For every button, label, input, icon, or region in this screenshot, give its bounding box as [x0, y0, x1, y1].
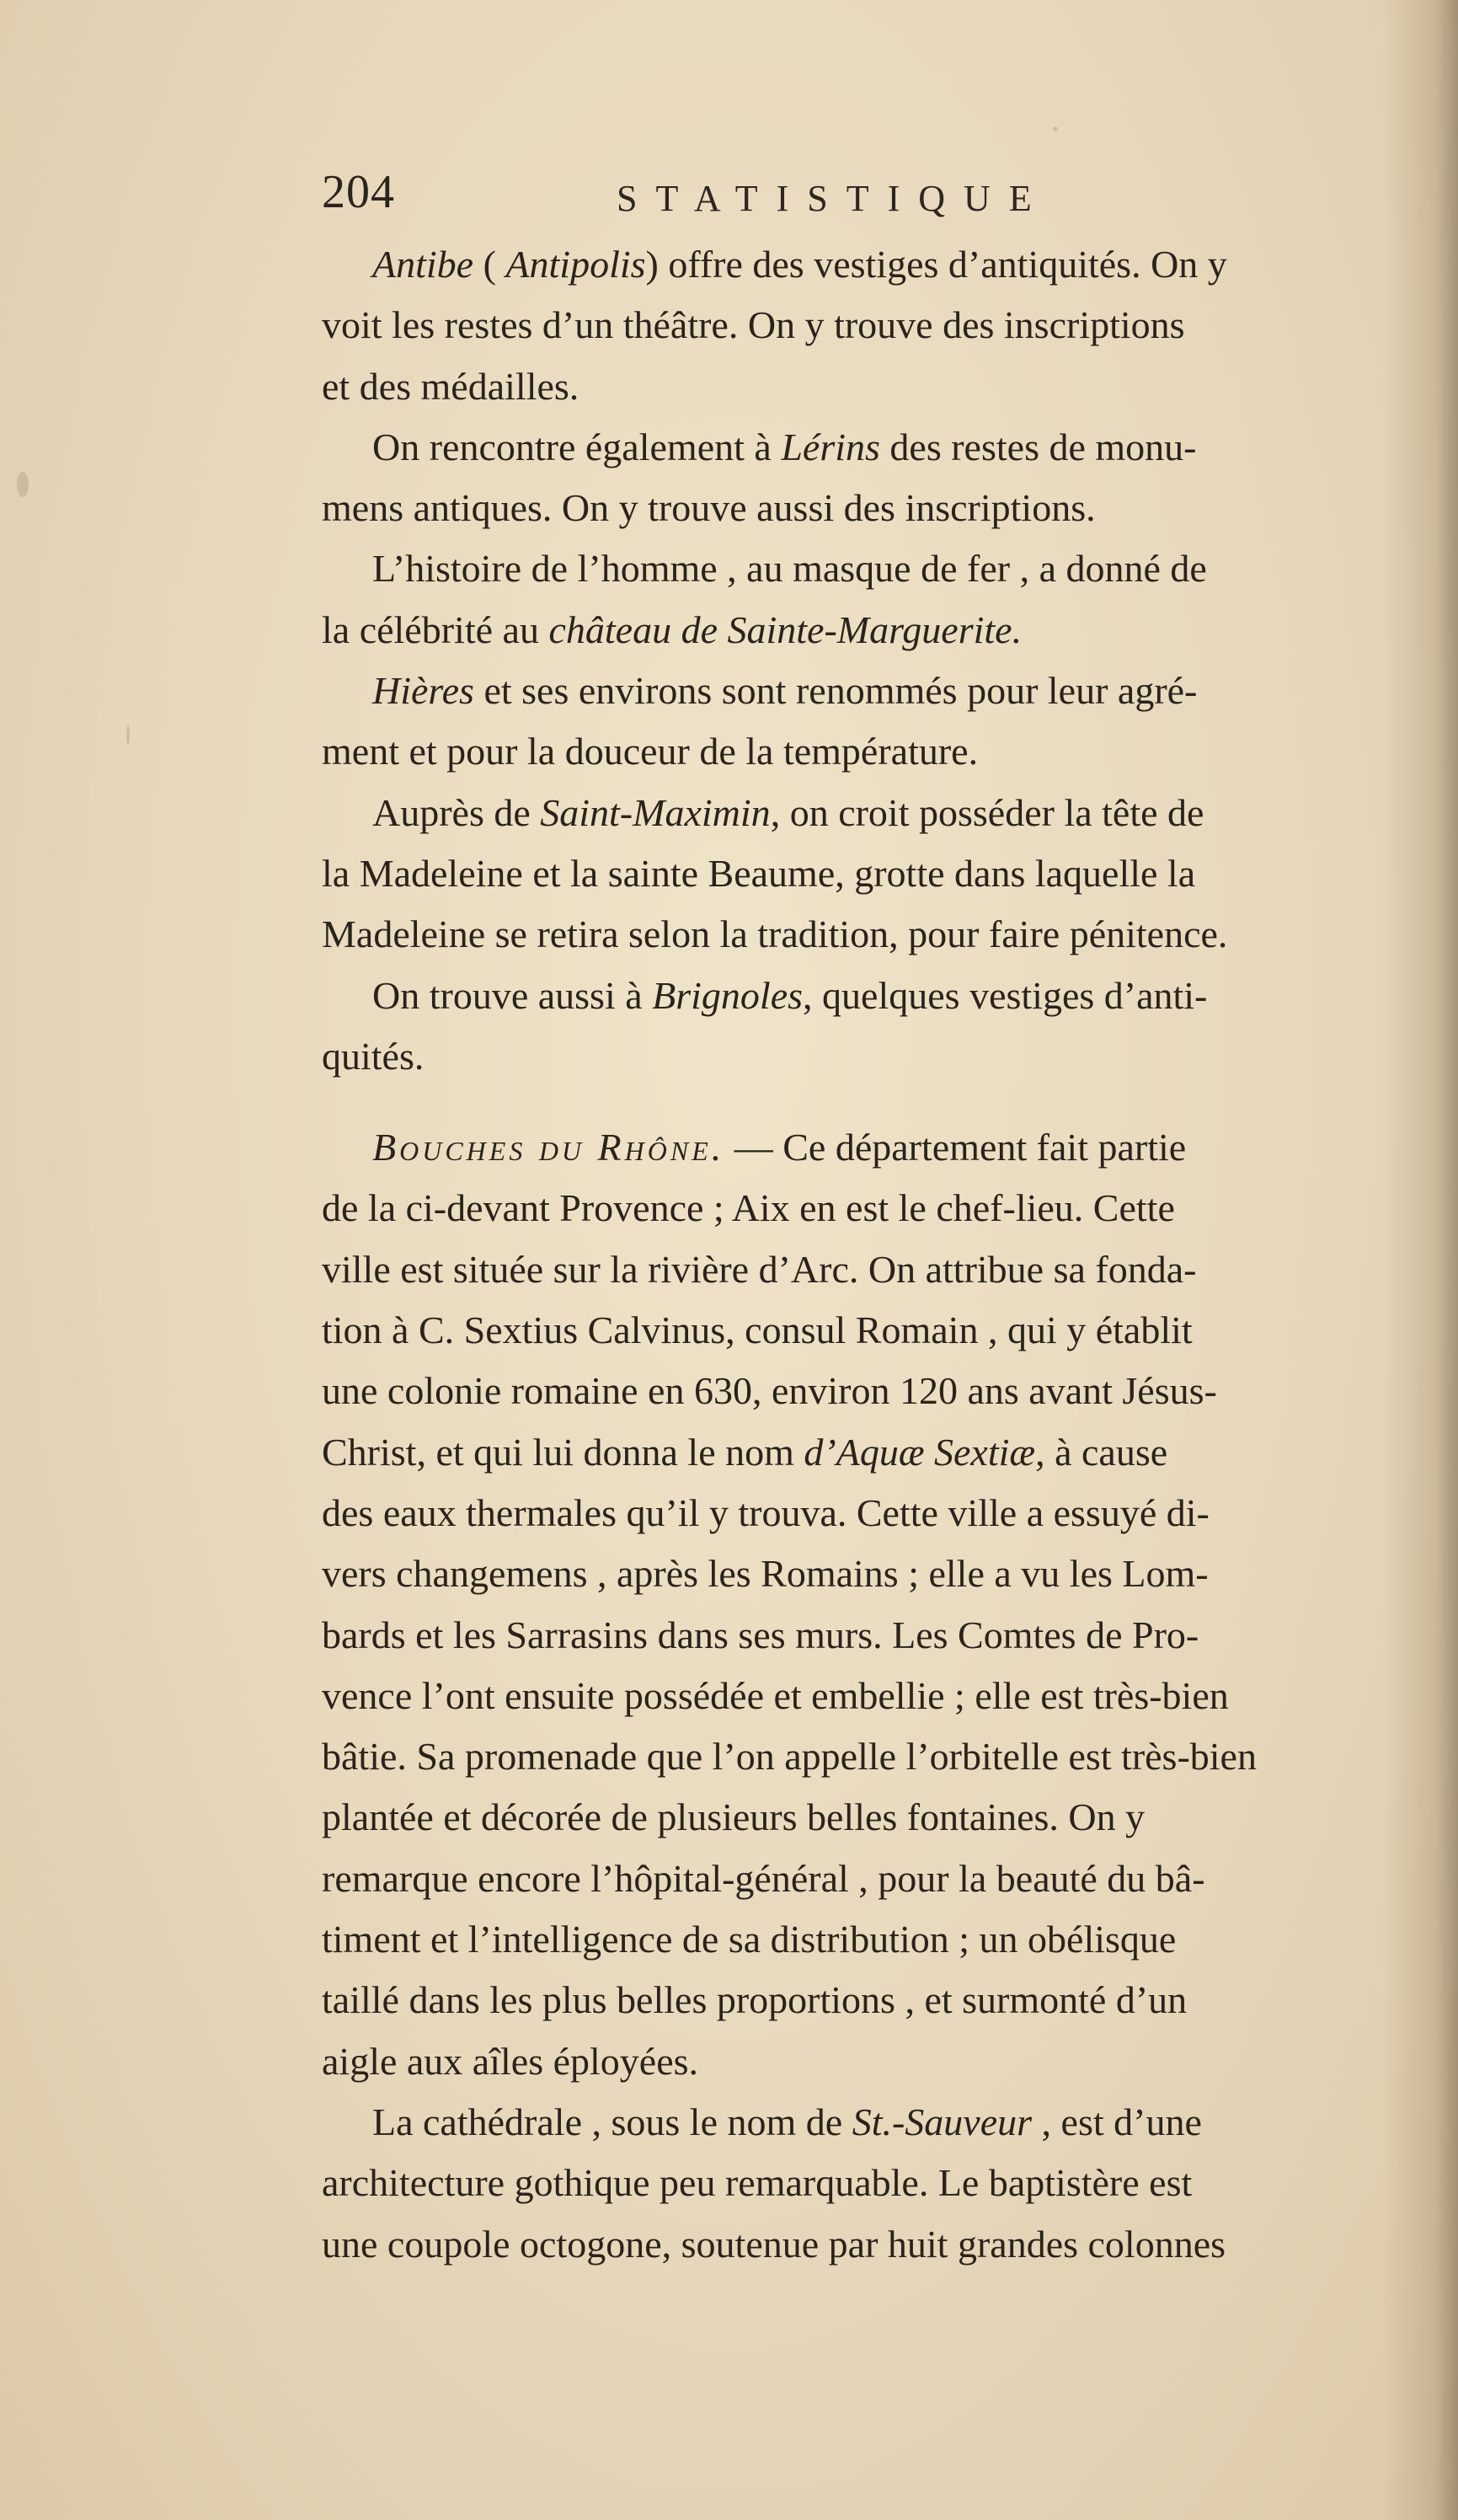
text-run: architecture gothique peu remarquable. Le baptistère est: [322, 2161, 1193, 2205]
text-line: [322, 600, 1408, 661]
italic-term: Brignoles: [652, 973, 804, 1017]
text-line: [322, 1178, 1408, 1239]
text-run: Auprès de: [372, 790, 541, 834]
text-run: La cathédrale , sous le nom de: [372, 2100, 852, 2143]
text-line: [322, 538, 1408, 599]
italic-term: Saint-Maximin: [540, 790, 771, 834]
paragraph-saint-maximin: [322, 783, 1408, 966]
paragraph-brignoles: [322, 966, 1408, 1088]
text-run: de la ci-devant Provence ; Aix en est le chef-lieu. Cette: [322, 1186, 1175, 1230]
text-run: la Madeleine et la sainte Beaume, grotte dans laquelle la: [322, 851, 1196, 895]
text-line: [322, 295, 1408, 356]
text-run: (: [473, 243, 506, 286]
text-line: [322, 356, 1408, 417]
text-line: [322, 721, 1408, 782]
text-run: timent et l’intelligence de sa distribution ; un obélisque: [322, 1918, 1177, 1961]
text-run: — Ce département fait partie: [724, 1126, 1187, 1169]
running-title: STATISTIQUE: [617, 178, 1050, 219]
text-line: [322, 661, 1408, 721]
text-run: et des médailles.: [322, 364, 579, 408]
paragraph-bouches-du-rhone: [322, 1117, 1408, 2092]
text-line: [322, 2214, 1408, 2275]
text-line: [322, 1726, 1408, 1787]
text-line: [322, 417, 1408, 478]
paper-speck: [1053, 126, 1058, 131]
text-line: [322, 1300, 1408, 1361]
text-run: une colonie romaine en 630, environ 120 ans avant Jésus-: [322, 1369, 1217, 1413]
text-line: [322, 234, 1408, 295]
text-line: [322, 1970, 1408, 2030]
text-run: , quelques vestiges d’anti-: [803, 973, 1208, 1017]
text-run: , à cause: [1035, 1430, 1168, 1474]
text-line: [322, 904, 1408, 965]
paragraph-lerins: [322, 417, 1408, 539]
text-line: [322, 1026, 1408, 1087]
italic-term: St.-Sauveur: [852, 2100, 1033, 2143]
paragraph-gap: [322, 1087, 1408, 1117]
text-line: [322, 1849, 1408, 1909]
text-run: On rencontre également à: [372, 425, 782, 468]
page-number: 204: [322, 166, 395, 218]
text-run: taillé dans les plus belles proportions , et surmonté d’un: [322, 1978, 1188, 2022]
text-line: [322, 843, 1408, 904]
text-run: plantée et décorée de plusieurs belles fontaines. On y: [322, 1795, 1146, 1839]
text-run: On trouve aussi à: [372, 973, 653, 1017]
paragraph-hieres: [322, 661, 1408, 783]
italic-term: d’Aquæ Sextiæ: [804, 1430, 1036, 1474]
paragraph-cathedrale: [322, 2092, 1408, 2275]
italic-term: Antipolis: [505, 243, 646, 286]
text-line: [322, 1787, 1408, 1848]
text-line: [322, 1666, 1408, 1726]
text-line: [322, 2092, 1408, 2153]
italic-term: Lérins: [781, 425, 880, 468]
text-run: des restes de monu-: [879, 425, 1197, 468]
text-run: quités.: [322, 1034, 425, 1078]
text-run: Christ, et qui lui donna le nom: [322, 1430, 804, 1474]
text-line: [322, 2031, 1408, 2092]
body-text: [322, 234, 1408, 2275]
paper-speck: [126, 725, 130, 745]
text-run: remarque encore l’hôpital-général , pour la beauté du bâ-: [322, 1856, 1205, 1900]
text-line: [322, 2153, 1408, 2213]
text-run: bards et les Sarrasins dans ses murs. Les Comtes de Pro-: [322, 1613, 1199, 1656]
text-line: [322, 1239, 1408, 1300]
text-line: [322, 1544, 1408, 1604]
text-run: une coupole octogone, soutenue par huit grandes colonnes: [322, 2222, 1226, 2266]
text-line: [322, 1422, 1408, 1483]
text-line: [322, 1361, 1408, 1421]
italic-term: Antibe: [372, 243, 474, 286]
text-run: ment et pour la douceur de la température.: [322, 730, 979, 773]
section-heading: Bouches du Rhône.: [372, 1126, 725, 1169]
paragraph-antibe: [322, 234, 1408, 417]
text-line: [322, 966, 1408, 1026]
text-run: ville est située sur la rivière d’Arc. On attribue sa fonda-: [322, 1247, 1197, 1291]
paragraph-masque-de-fer: [322, 538, 1408, 661]
text-run: aigle aux aîles éployées.: [322, 2039, 699, 2083]
text-run: des eaux thermales qu’il y trouva. Cette ville a essuyé di-: [322, 1490, 1210, 1534]
text-line: [322, 1605, 1408, 1666]
text-run: voit les restes d’un théâtre. On y trouve des inscriptions: [322, 303, 1185, 347]
text-run: et ses environs sont renommés pour leur agré-: [473, 669, 1198, 713]
text-run: Madeleine se retira selon la tradition, pour faire pénitence.: [322, 912, 1228, 956]
text-run: , est d’une: [1032, 2100, 1202, 2143]
text-run: vence l’ont ensuite possédée et embellie ; elle est très-bien: [322, 1673, 1229, 1717]
text-line: [322, 1117, 1408, 1178]
text-run: vers changemens , après les Romains ; elle a vu les Lom-: [322, 1552, 1209, 1596]
text-run: L’histoire de l’homme , au masque de fer , a donné de: [372, 547, 1207, 591]
paper-speck: [17, 472, 29, 497]
text-line: [322, 783, 1408, 843]
running-header: [322, 165, 1206, 241]
text-line: [322, 478, 1408, 538]
text-run: mens antiques. On y trouve aussi des inscriptions.: [322, 486, 1096, 530]
italic-term: Hières: [372, 669, 474, 713]
text-run: la célébrité au: [322, 607, 549, 651]
text-run: bâtie. Sa promenade que l’on appelle l’orbitelle est très-bien: [322, 1735, 1257, 1779]
text-line: [322, 1909, 1408, 1970]
italic-term: château de Sainte-Marguerite.: [548, 607, 1023, 651]
text-run: tion à C. Sextius Calvinus, consul Romain , qui y établit: [322, 1308, 1193, 1352]
text-line: [322, 1483, 1408, 1544]
text-run: , on croit posséder la tête de: [770, 790, 1204, 834]
text-run: ) offre des vestiges d’antiquités. On y: [645, 243, 1227, 286]
